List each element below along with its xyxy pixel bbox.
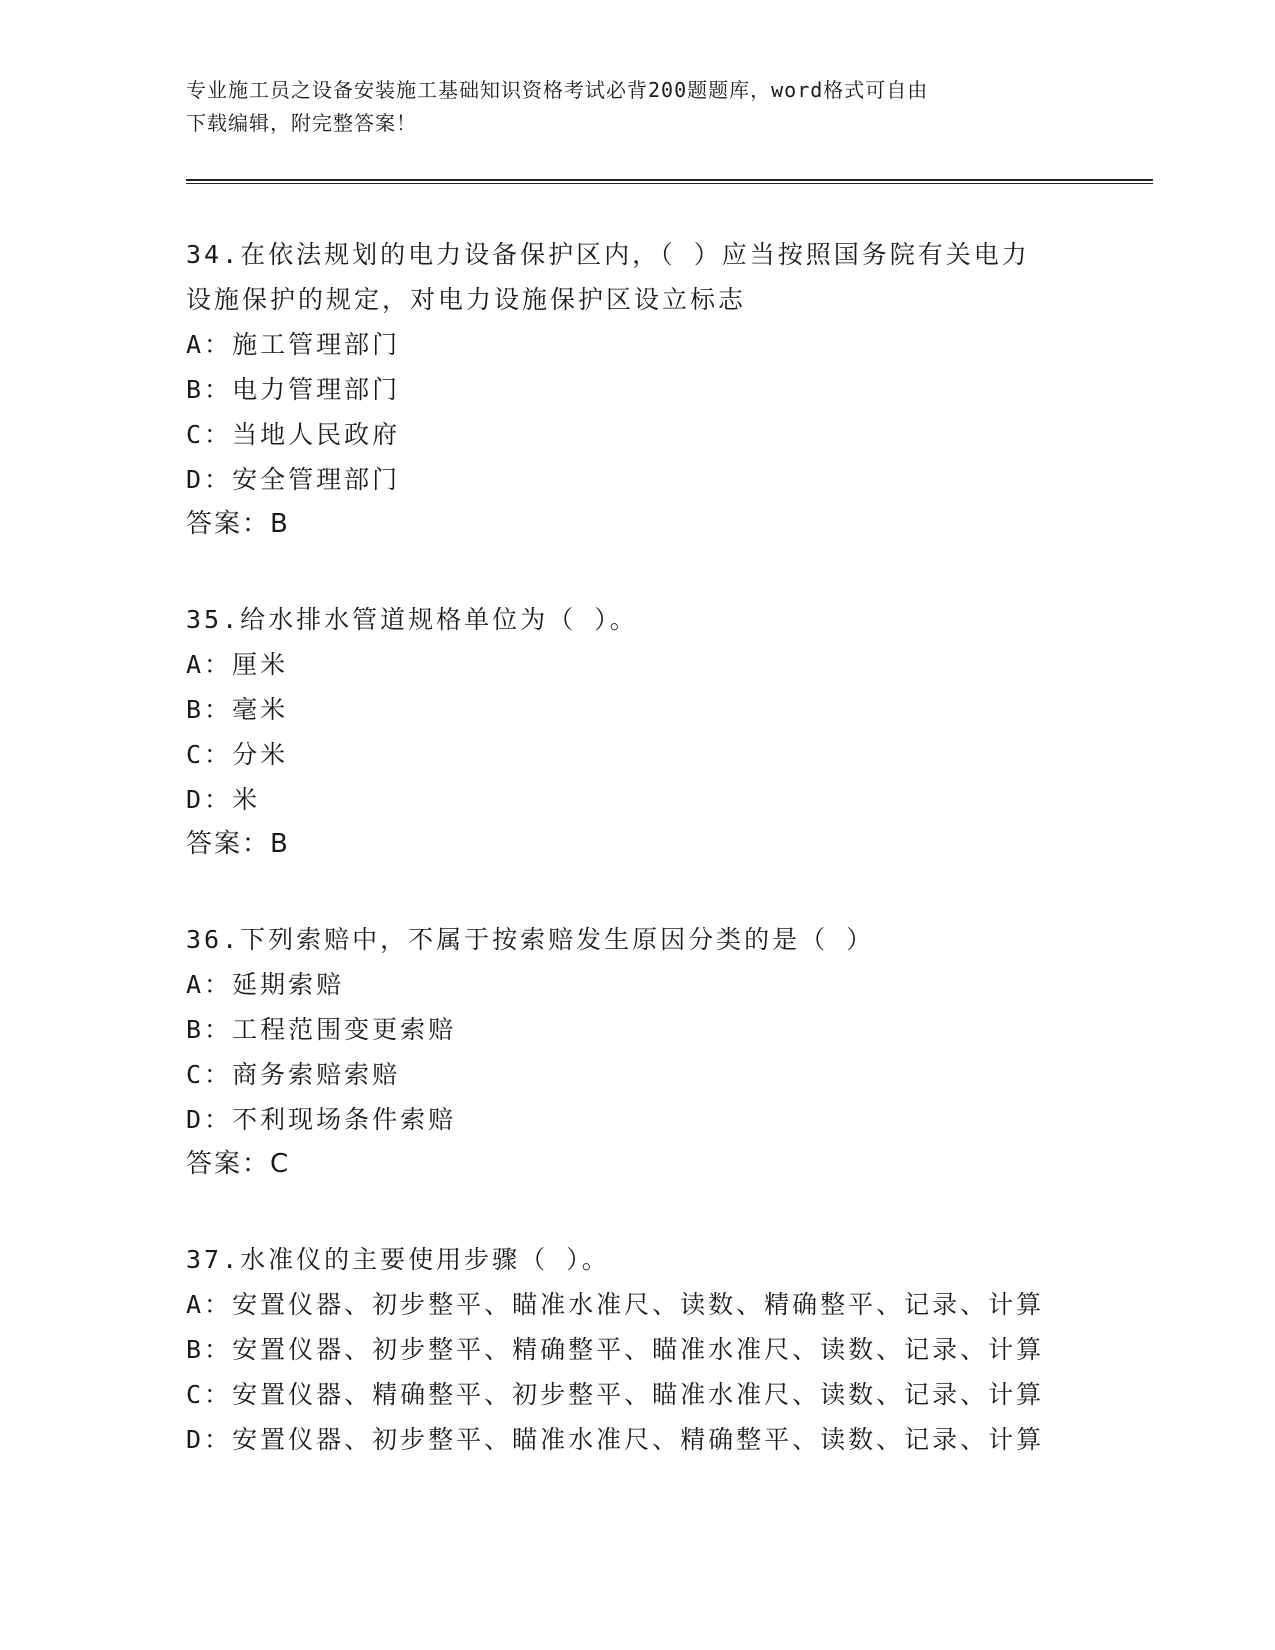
option-key: D： (186, 1105, 233, 1134)
option-key: B： (186, 1015, 233, 1044)
question-stem-line-1: 35.给水排水管道规格单位为（ ）。 (186, 605, 638, 634)
question-stem-line-1: 36.下列索赔中，不属于按索赔发生原因分类的是（ ） (186, 925, 875, 954)
option-text: 当地人民政府 (232, 420, 401, 449)
option-d (186, 777, 1146, 822)
option-text: 安置仪器、初步整平、瞄准水准尺、读数、精确整平、记录、计算 (232, 1290, 1045, 1319)
option-b (186, 1007, 1146, 1052)
option-key: C： (186, 1060, 233, 1089)
question-34 (186, 232, 1146, 547)
option-c (186, 412, 1146, 457)
option-key: B： (186, 375, 233, 404)
option-text: 毫米 (232, 695, 289, 724)
option-key: A： (186, 650, 233, 679)
option-text: 分米 (232, 740, 289, 769)
option-key: D： (186, 785, 233, 814)
option-b (186, 687, 1146, 732)
document-header (186, 74, 1086, 140)
header-divider-thin (186, 183, 1153, 184)
option-text: 安置仪器、精确整平、初步整平、瞄准水准尺、读数、记录、计算 (232, 1380, 1045, 1409)
option-key: A： (186, 330, 233, 359)
option-a (186, 642, 1146, 687)
option-text: 安置仪器、初步整平、精确整平、瞄准水准尺、读数、记录、计算 (232, 1335, 1045, 1364)
option-key: A： (186, 970, 233, 999)
option-c (186, 1372, 1146, 1417)
option-key: B： (186, 695, 233, 724)
option-c (186, 1052, 1146, 1097)
option-a (186, 962, 1146, 1007)
option-key: C： (186, 420, 233, 449)
answer-label: 答案：C (186, 1149, 291, 1179)
header-line-2: 下载编辑，附完整答案！ (186, 111, 417, 135)
option-text: 施工管理部门 (232, 330, 401, 359)
option-a (186, 1282, 1146, 1327)
option-key: B： (186, 1335, 233, 1364)
question-stem-line-2: 设施保护的规定，对电力设施保护区设立标志 (186, 285, 747, 314)
question-stem-line-1: 37.水准仪的主要使用步骤（ ）。 (186, 1245, 610, 1274)
option-key: C： (186, 1380, 233, 1409)
question-stem-line-1: 34.在依法规划的电力设备保护区内，（ ）应当按照国务院有关电力 (186, 240, 1030, 269)
option-text: 工程范围变更索赔 (232, 1015, 457, 1044)
option-text: 厘米 (232, 650, 289, 679)
option-key: A： (186, 1290, 233, 1319)
option-d (186, 1097, 1146, 1142)
answer-label: 答案：B (186, 509, 290, 539)
option-text: 电力管理部门 (232, 375, 401, 404)
option-text: 安置仪器、初步整平、瞄准水准尺、精确整平、读数、记录、计算 (232, 1425, 1045, 1454)
header-line-1: 专业施工员之设备安装施工基础知识资格考试必背200题题库，word格式可自由 (186, 78, 929, 102)
option-key: C： (186, 740, 233, 769)
option-b (186, 367, 1146, 412)
option-c (186, 732, 1146, 777)
option-b (186, 1327, 1146, 1372)
question-35 (186, 597, 1146, 867)
option-a (186, 322, 1146, 367)
option-text: 不利现场条件索赔 (232, 1105, 457, 1134)
option-text: 商务索赔索赔 (232, 1060, 401, 1089)
option-d (186, 1417, 1146, 1462)
question-36 (186, 917, 1146, 1187)
option-d (186, 457, 1146, 502)
option-key: D： (186, 465, 233, 494)
answer-label: 答案：B (186, 829, 290, 859)
question-37 (186, 1237, 1146, 1462)
option-text: 米 (232, 785, 261, 814)
header-divider-thick (186, 179, 1153, 181)
option-key: D： (186, 1425, 233, 1454)
question-list (186, 232, 1146, 1512)
option-text: 延期索赔 (232, 970, 345, 999)
option-text: 安全管理部门 (232, 465, 401, 494)
